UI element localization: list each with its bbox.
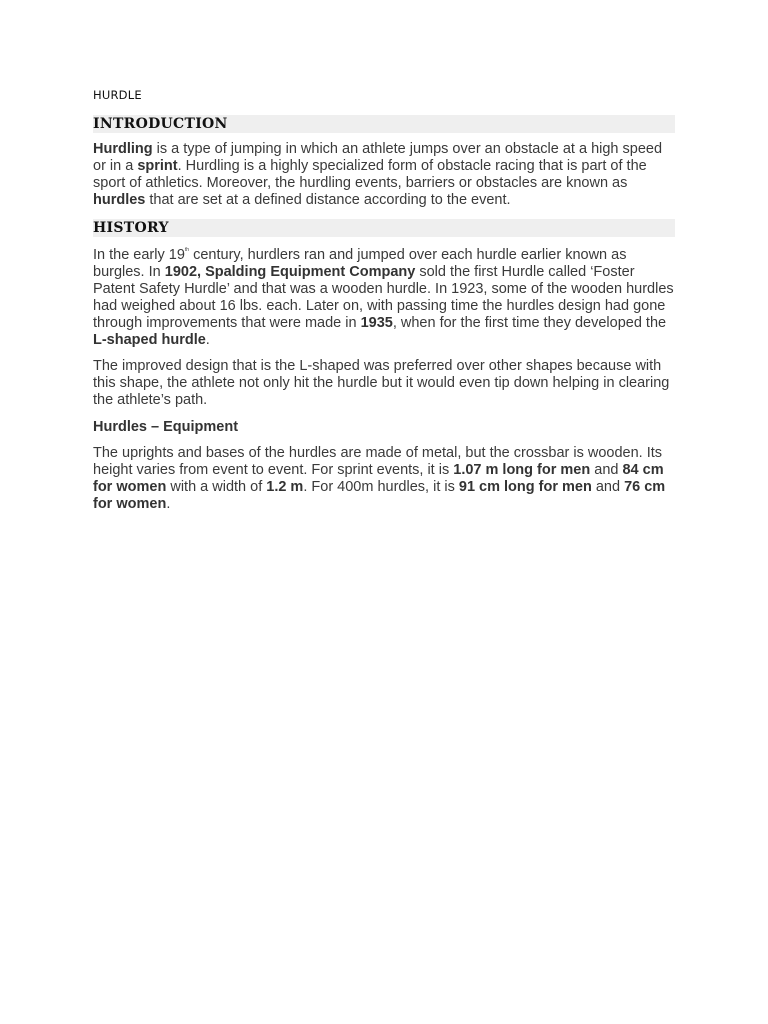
text-run: .	[205, 332, 210, 348]
text-run: and	[591, 479, 625, 495]
text-run: , when for the first time they developed the	[392, 315, 667, 331]
bold-text: 1935	[360, 315, 393, 331]
bold-text: 84 cm for women	[93, 462, 664, 495]
history-paragraph-1	[93, 247, 675, 349]
introduction-heading: INTRODUCTION	[93, 115, 675, 133]
equipment-heading: Hurdles – Equipment	[93, 419, 239, 435]
text-run: with a width of	[166, 479, 267, 495]
text-run: and	[590, 462, 623, 478]
text-run: is a type of jumping in which an athlete jumps over an obstacle at a high speed or in a	[93, 141, 663, 174]
text-run: that are set at a defined distance according to the event.	[145, 192, 511, 208]
introduction-paragraph	[93, 141, 675, 209]
text-run: The improved design that is the L-shaped was preferred over other shapes because with this shape, the athlete not only hit the hurdle but it would even tip down helping in clearing the athlete’s path.	[93, 358, 670, 408]
bold-text: 1.2 m	[266, 479, 304, 495]
bold-text: 91 cm long for men	[458, 479, 592, 495]
bold-text: 1902, Spalding Equipment Company	[164, 264, 416, 280]
document-page	[93, 87, 675, 513]
text-run: The uprights and bases of the hurdles are made of metal, but the crossbar is wooden. Its height varies from event to event. For sprint events, it is	[93, 445, 663, 478]
bold-text: 1.07 m long for men	[453, 462, 591, 478]
equipment-paragraph	[93, 445, 675, 513]
history-heading: HISTORY	[93, 219, 675, 237]
text-run: sold the first Hurdle called ‘Foster Patent Safety Hurdle’ and that was a wooden hurdle. In 1923, some of the wooden hurdles had weighed about 16 lbs. each. Later on, with passing time the hurdles design had gone through improvements that were made in	[93, 264, 674, 331]
bold-text: hurdles	[93, 192, 146, 208]
bold-text: Hurdling	[93, 141, 153, 157]
text-run: . Hurdling is a highly specialized form of obstacle racing that is part of the sport of athletics. Moreover, the hurdling events, barriers or obstacles are known as	[93, 158, 647, 191]
text-run: In the early 19	[93, 247, 185, 263]
history-paragraph-2	[93, 358, 675, 409]
document-label: HURDLE	[93, 88, 142, 102]
text-run: .	[166, 496, 171, 512]
text-run: century, hurdlers ran and jumped over each hurdle earlier known as burgles. In	[93, 247, 627, 280]
bold-text: 76 cm for women	[93, 479, 666, 512]
bold-text: sprint	[137, 158, 178, 174]
bold-text: L-shaped hurdle	[93, 332, 206, 348]
text-run: . For 400m hurdles, it is	[303, 479, 459, 495]
superscript-text: th	[184, 247, 190, 253]
